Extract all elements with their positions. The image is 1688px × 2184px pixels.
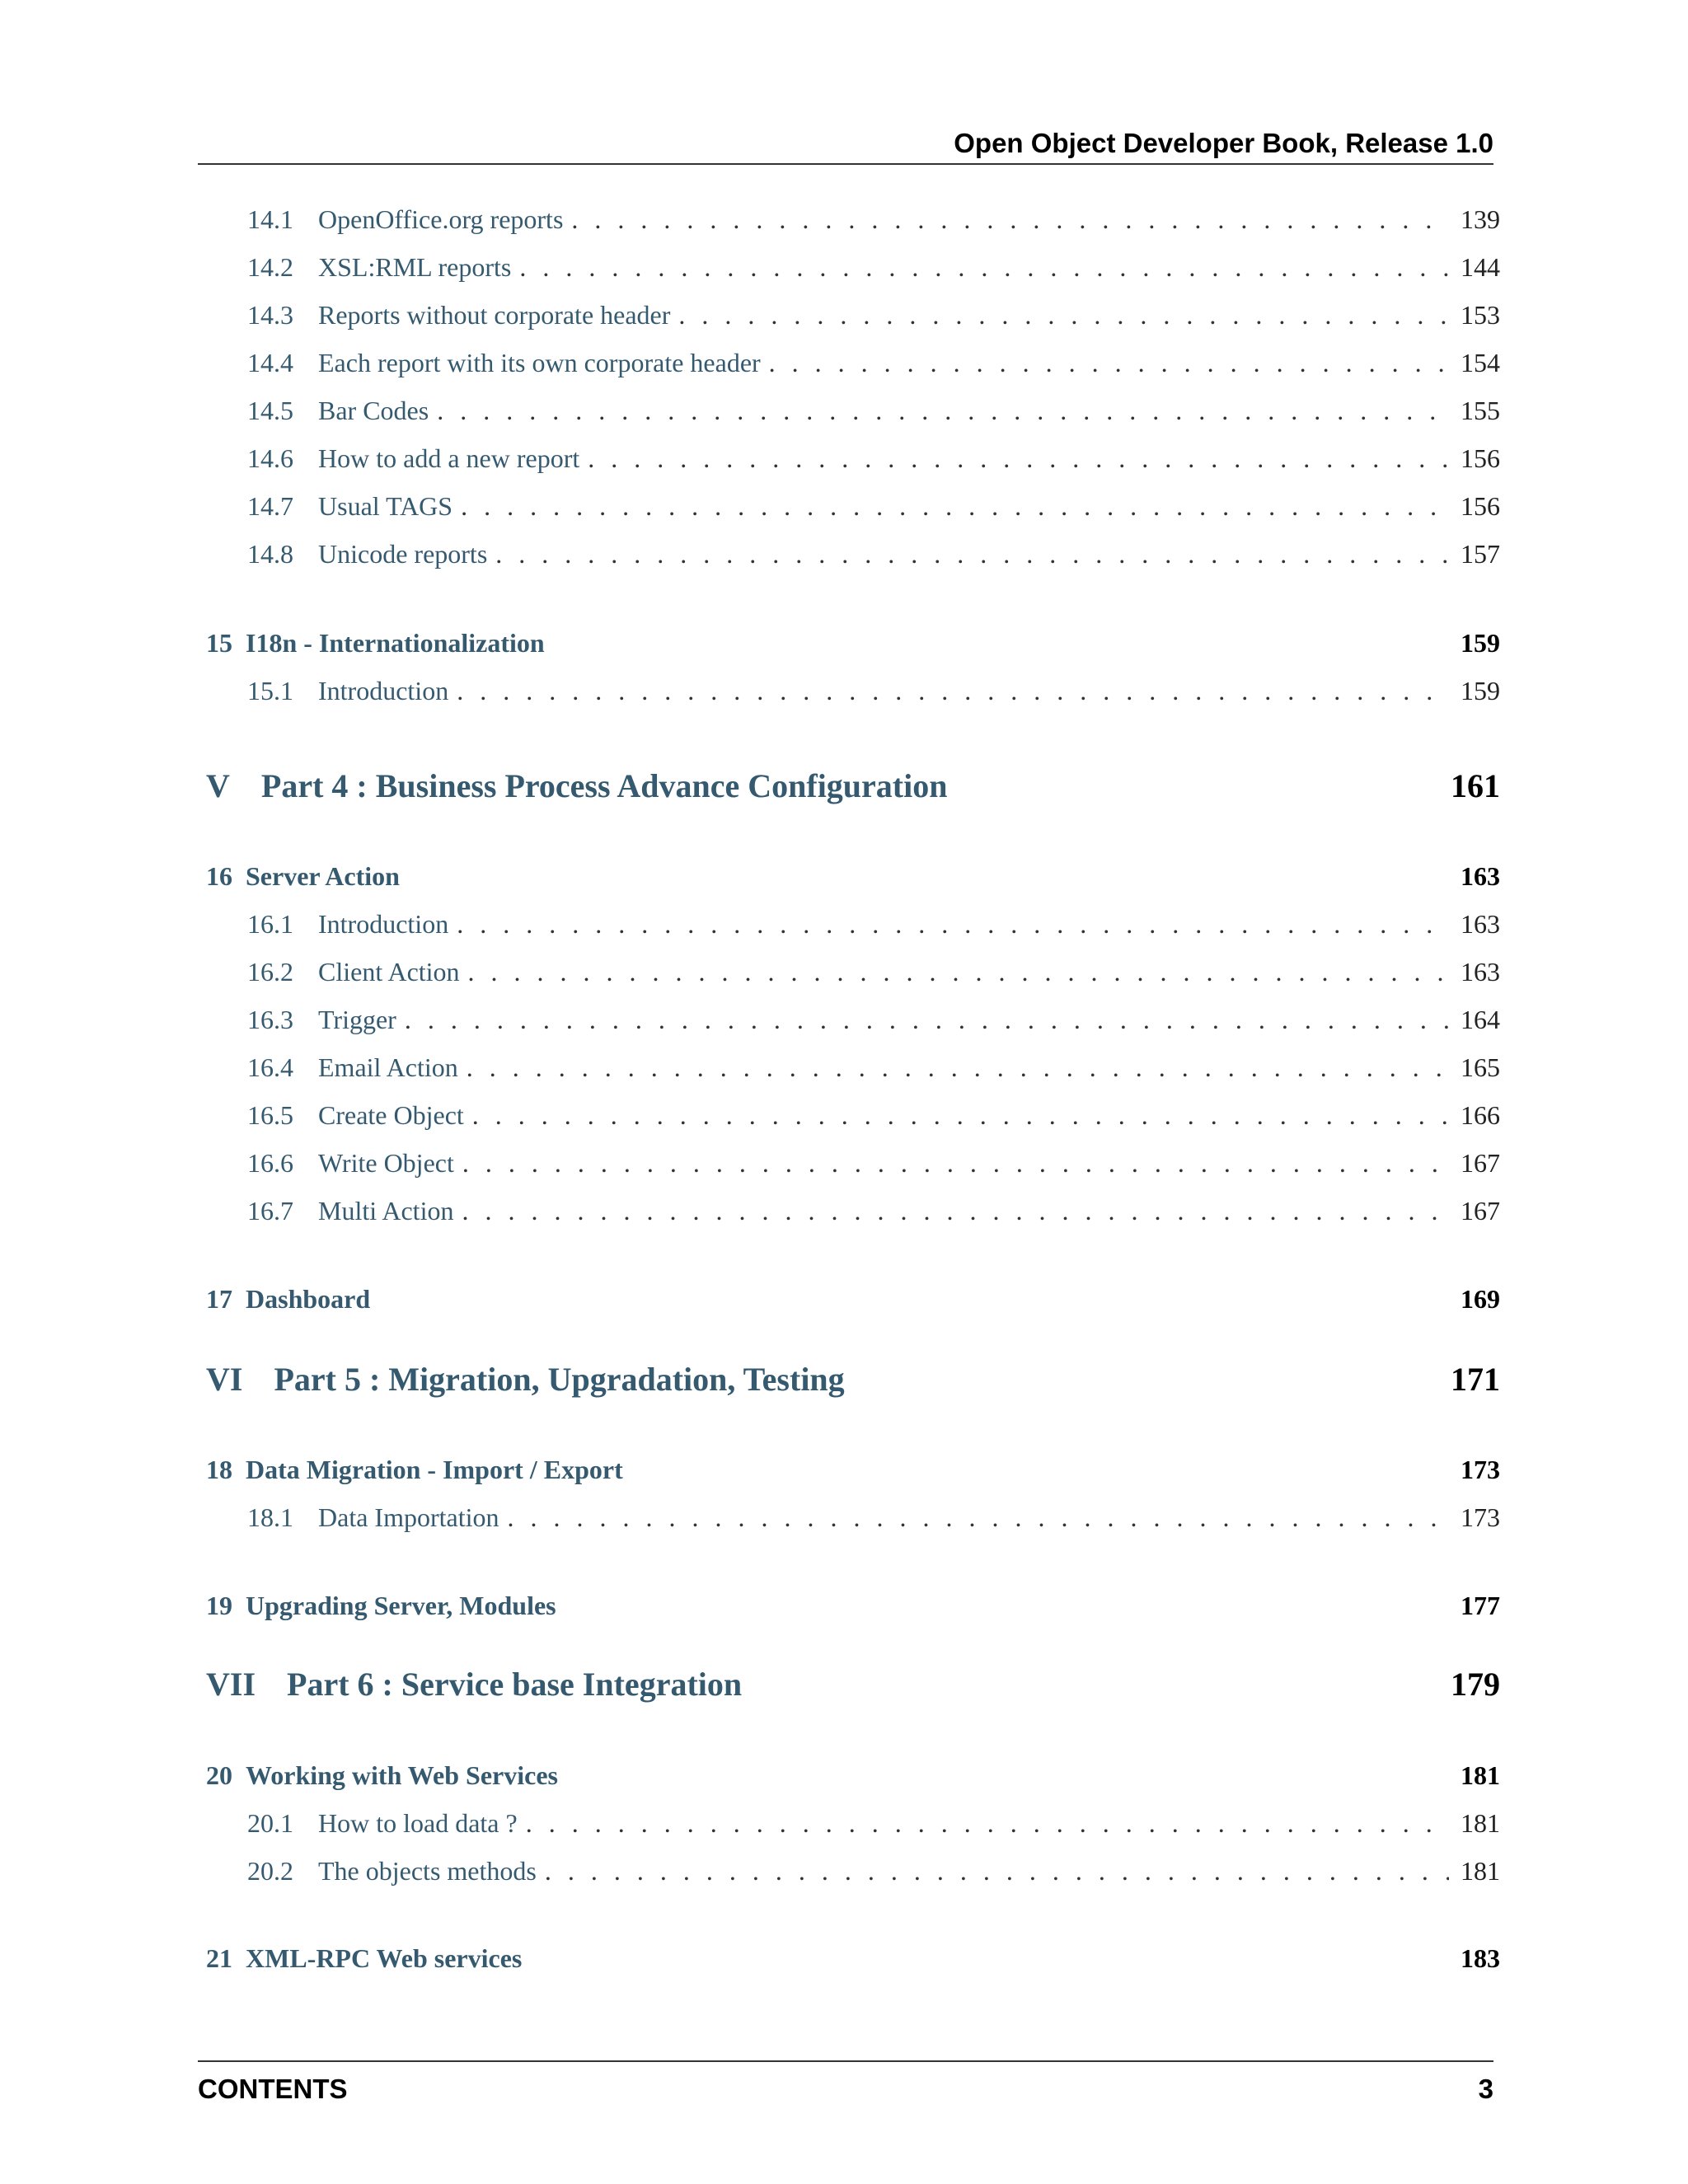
toc-entry-number: 14.4 [247,348,293,377]
dot-leader [769,348,1449,378]
toc-entry-title[interactable]: Unicode reports [318,539,488,569]
toc-entry-number: 15.1 [247,676,293,705]
toc-entry-title[interactable]: Part 6 : Service base Integration [287,1666,743,1703]
toc-entry-number: 14.3 [247,300,293,330]
toc-entry-chapter[interactable] [206,1760,1500,1791]
toc-entry-number: 19 [206,1591,232,1620]
toc-entry-page: 163 [1461,957,1500,987]
toc-entry-section[interactable] [247,1808,1500,1839]
toc-entry-number: VII [206,1666,256,1703]
toc-entry-section[interactable] [247,1005,1500,1035]
toc-entry-page: 169 [1461,1284,1500,1314]
toc-entry-number: 18.1 [247,1502,293,1532]
toc-entry-page: 156 [1461,491,1500,521]
dot-leader [467,1052,1449,1083]
toc-entry-number: 14.8 [247,539,293,569]
toc-entry-title[interactable]: Data Migration - Import / Export [246,1455,623,1484]
toc-entry-title[interactable]: Data Importation [318,1502,499,1532]
toc-entry-page: 163 [1461,861,1500,891]
toc-entry-page: 181 [1461,1760,1500,1790]
toc-entry-page: 165 [1461,1052,1500,1082]
toc-entry-chapter[interactable] [206,628,1500,658]
running-footer [198,2060,1493,2105]
toc-entry-page: 159 [1461,628,1500,658]
toc-entry-page: 177 [1461,1591,1500,1620]
toc-entry-page: 139 [1461,204,1500,234]
toc-entry-number: 14.5 [247,396,293,425]
toc-entry-page: 153 [1461,300,1500,330]
toc-entry-title[interactable]: I18n - Internationalization [246,628,545,658]
toc-entry-section[interactable] [247,1052,1500,1083]
toc-entry-title[interactable]: How to load data ? [318,1808,518,1838]
toc-entry-title[interactable]: Client Action [318,957,460,987]
toc-entry-chapter[interactable] [206,1455,1500,1485]
toc-entry-title[interactable]: Part 4 : Business Process Advance Configuration [260,767,948,804]
toc-entry-section[interactable] [247,676,1500,706]
toc-entry-title[interactable]: Bar Codes [318,396,429,425]
dot-leader [495,539,1449,569]
toc-entry-page: 183 [1461,1943,1500,1973]
toc-entry-number: 16.6 [247,1148,293,1178]
toc-entry-title[interactable]: Introduction [318,909,449,939]
toc-entry-title[interactable]: Each report with its own corporate header [318,348,761,377]
dot-leader [507,1502,1449,1533]
dot-leader [405,1005,1449,1035]
toc-entry-title[interactable]: Trigger [318,1005,396,1034]
toc-entry-title[interactable]: The objects methods [318,1856,537,1886]
dot-leader [468,957,1449,987]
toc-entry-section[interactable] [247,396,1500,426]
toc-entry-page: 166 [1461,1100,1500,1130]
toc-entry-page: 155 [1461,396,1500,425]
toc-entry-number: 14.6 [247,443,293,473]
footer-label: CONTENTS [198,2074,348,2104]
toc-entry-page: 144 [1461,252,1500,282]
toc-entry-title[interactable]: Upgrading Server, Modules [246,1591,556,1620]
dot-leader [462,1196,1449,1226]
toc-entry-section[interactable] [247,491,1500,522]
dot-leader [462,1148,1449,1179]
toc-entry-title[interactable]: OpenOffice.org reports [318,204,564,234]
dot-leader [461,491,1449,522]
toc-entry-section[interactable] [247,443,1500,474]
toc-entry-title[interactable]: Introduction [318,676,449,705]
toc-entry-number: 16.1 [247,909,293,939]
toc-entry-title[interactable]: Working with Web Services [246,1760,558,1790]
toc-entry-number: 14.1 [247,204,293,234]
dot-leader [571,204,1449,235]
toc-entry-title[interactable]: XSL:RML reports [318,252,512,282]
toc-entry-title[interactable]: Create Object [318,1100,464,1130]
toc-entry-number: 14.7 [247,491,293,521]
toc-entry-title[interactable]: Part 5 : Migration, Upgradation, Testing [274,1361,845,1398]
toc-entry-title[interactable]: Dashboard [246,1284,371,1314]
toc-entry-chapter[interactable] [206,861,1500,892]
running-header-title: Open Object Developer Book, Release 1.0 [954,128,1493,158]
toc-entry-page: 154 [1461,348,1500,377]
toc-entry-page: 156 [1461,443,1500,473]
dot-leader [472,1100,1449,1131]
toc-entry-part[interactable] [206,1665,1500,1704]
toc-entry-section[interactable] [247,1856,1500,1886]
toc-entry-page: 164 [1461,1005,1500,1034]
toc-entry-page: 161 [1451,767,1500,804]
toc-entry-section[interactable] [247,300,1500,330]
toc-entry-section[interactable] [247,539,1500,569]
toc-entry-part[interactable] [206,766,1500,805]
toc-entry-part[interactable] [206,1360,1500,1399]
dot-leader [526,1808,1449,1839]
toc-entry-number: 16.2 [247,957,293,987]
toc-entry-section[interactable] [247,1100,1500,1131]
toc-entry-section[interactable] [247,1196,1500,1226]
toc-entry-section[interactable] [247,1148,1500,1179]
toc-entry-title[interactable]: Reports without corporate header [318,300,671,330]
toc-entry-number: 16 [206,861,232,891]
toc-entry-page: 171 [1451,1361,1500,1398]
toc-entry-section[interactable] [247,252,1500,283]
toc-entry-title[interactable]: How to add a new report [318,443,580,473]
toc-entry-page: 163 [1461,909,1500,939]
toc-entry-number: 20.2 [247,1856,293,1886]
dot-leader [678,300,1449,330]
toc-entry-page: 173 [1461,1502,1500,1532]
dot-leader [457,676,1449,706]
toc-entry-page: 179 [1451,1666,1500,1703]
toc-entry-number: VI [206,1361,243,1398]
toc-entry-number: 18 [206,1455,232,1484]
toc-entry-section[interactable] [247,204,1500,235]
toc-entry-title[interactable]: Email Action [318,1052,458,1082]
dot-leader [588,443,1449,474]
dot-leader [519,252,1449,283]
toc-entry-title[interactable]: Multi Action [318,1196,454,1226]
toc-entry-section[interactable] [247,348,1500,378]
toc-entry-title[interactable]: Write Object [318,1148,454,1178]
toc-entry-number: 20.1 [247,1808,293,1838]
toc-entry-section[interactable] [247,909,1500,940]
toc-entry-number: 20 [206,1760,232,1790]
dot-leader [545,1856,1449,1886]
toc-entry-chapter[interactable] [206,1284,1500,1315]
toc-entry-number: 15 [206,628,232,658]
toc-entry-section[interactable] [247,957,1500,987]
toc-entry-page: 167 [1461,1148,1500,1178]
toc-entry-page: 181 [1461,1808,1500,1838]
toc-entry-page: 159 [1461,676,1500,705]
page-number: 3 [1478,2074,1493,2104]
toc-entry-chapter[interactable] [206,1591,1500,1621]
toc-entry-number: 16.7 [247,1196,293,1226]
toc-entry-chapter[interactable] [206,1943,1500,1974]
toc-entry-number: 17 [206,1284,232,1314]
toc-entry-number: 21 [206,1943,232,1973]
toc-entry-section[interactable] [247,1502,1500,1533]
toc-entry-number: V [206,767,230,804]
toc-entry-title[interactable]: Server Action [246,861,400,891]
dot-leader [437,396,1449,426]
dot-leader [457,909,1449,940]
toc-entry-number: 16.5 [247,1100,293,1130]
toc-entry-number: 14.2 [247,252,293,282]
toc-entry-page: 167 [1461,1196,1500,1226]
toc-entry-title[interactable]: XML-RPC Web services [246,1943,523,1973]
toc-entry-number: 16.3 [247,1005,293,1034]
toc-entry-page: 173 [1461,1455,1500,1484]
toc-entry-page: 157 [1461,539,1500,569]
toc-entry-title[interactable]: Usual TAGS [318,491,453,521]
toc-entry-number: 16.4 [247,1052,293,1082]
toc-entry-page: 181 [1461,1856,1500,1886]
